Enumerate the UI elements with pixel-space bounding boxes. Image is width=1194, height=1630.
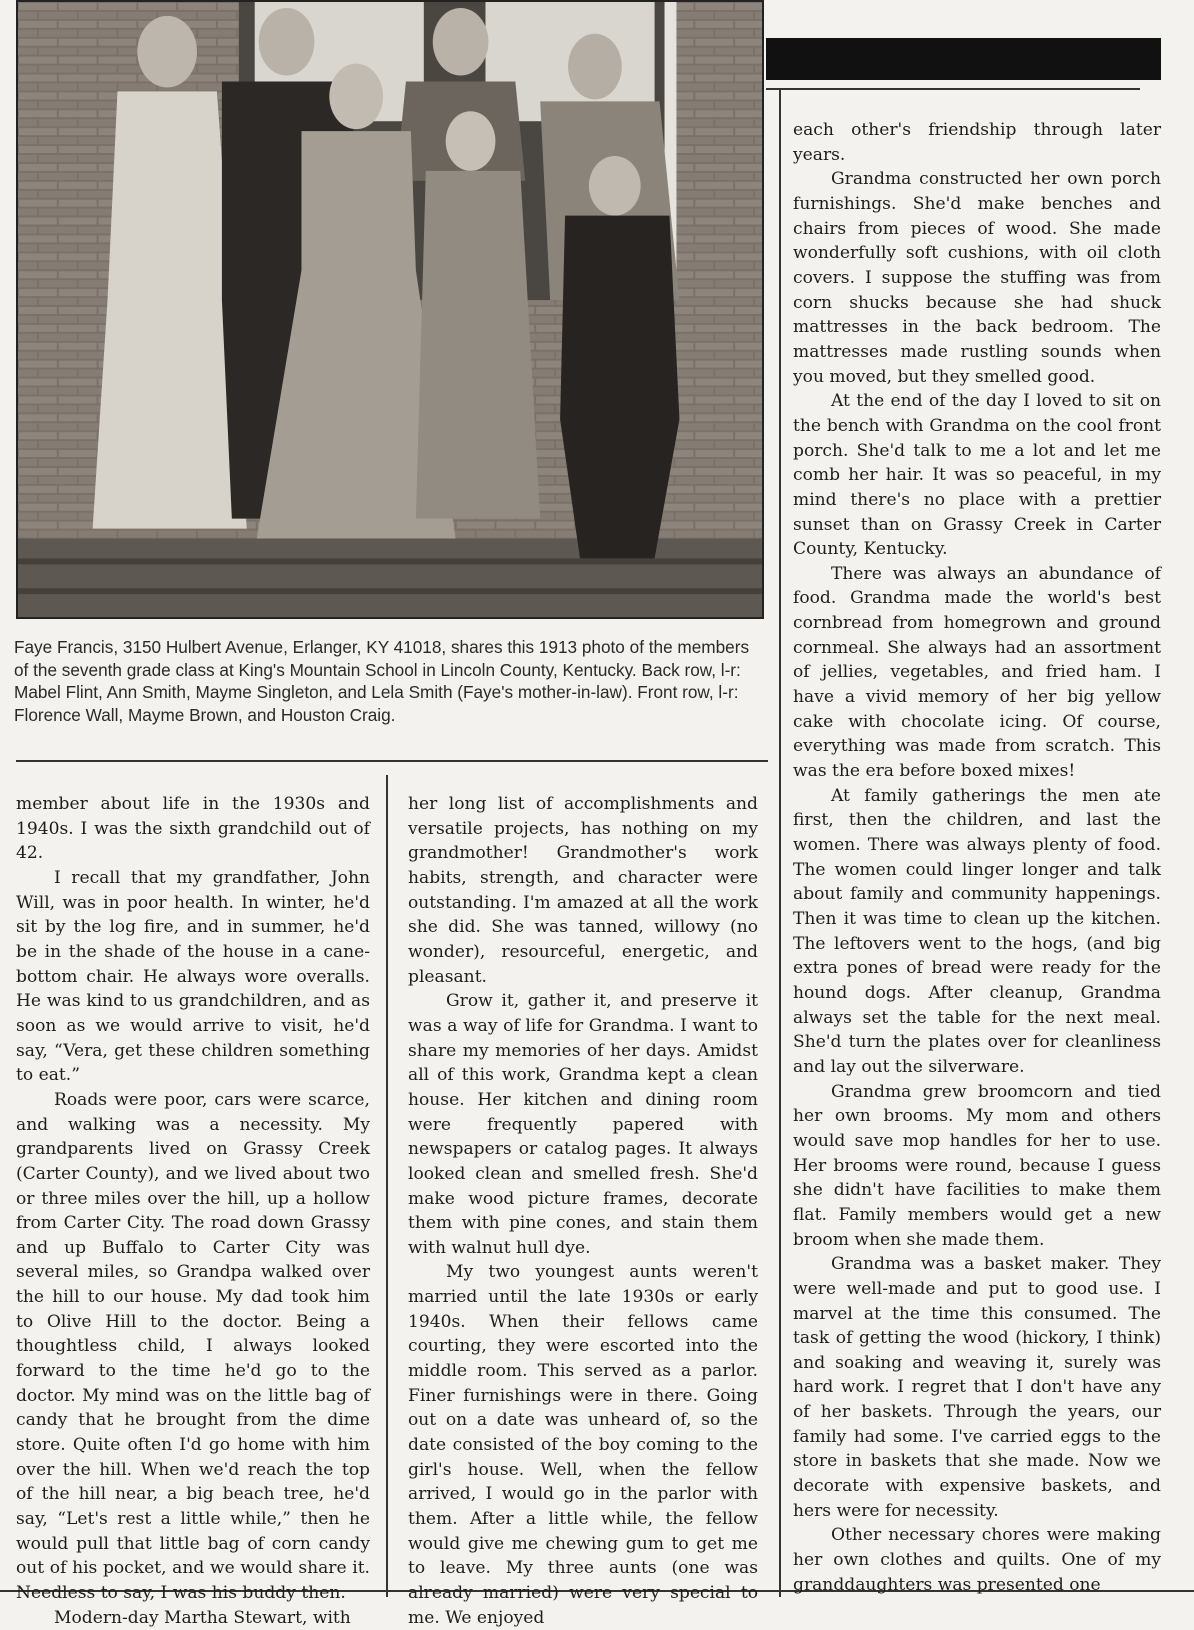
top-rule bbox=[766, 88, 1140, 90]
paragraph: Modern-day Martha Stewart, with bbox=[54, 1607, 351, 1628]
photo-caption: Faye Francis, 3150 Hulbert Avenue, Erlanger, KY 41018, shares this 1913 photo of the members of the seventh grade class at King's Mountain School in Lincoln County, Kentucky. Back row, l-r: Mabel Flint, Ann Smith, Mayme Singleton, and Lela Smith (Faye's mother-in-law). Front row, l-r: Florence Wall, Mayme Brown, and Houston Craig. bbox=[14, 637, 750, 725]
paragraph: I recall that my grandfather, John Will, was in poor health. In winter, he'd sit by the log fire, and in summer, he'd be in the shade of the house in a cane-bottom chair. He always wore overalls. He was kind to us grandchildren, and as soon as we would arrive to visit, he'd say, “Vera, get these children something to eat.” bbox=[16, 867, 370, 1086]
paragraph: Grandma grew broomcorn and tied her own brooms. My mom and others would save mop handles for her to use. Her brooms were round, because I guess she didn't have facilities to make them flat. Family members would get a new broom when she made them. bbox=[793, 1081, 1161, 1250]
class-photo-illustration bbox=[18, 2, 762, 617]
caption-rule bbox=[16, 760, 768, 762]
article-column-3 bbox=[793, 118, 1161, 1597]
class-photo bbox=[16, 0, 764, 619]
column-divider-3 bbox=[779, 88, 781, 1597]
paragraph: Grandma constructed her own porch furnishings. She'd make benches and chairs from pieces of wood. She made wonderfully soft cushions, with oil cloth covers. I suppose the stuffing was from corn shucks because she had shuck mattresses in the back bedroom. The mattresses made rustling sounds when you moved, but they smelled good. bbox=[793, 169, 1161, 387]
paragraph: There was always an abundance of food. Grandma made the world's best cornbread from homegrown and ground cornmeal. She always had an assortment of jellies, vegetables, and fried ham. I have a vivid memory of her big yellow cake with chocolate icing. Of course, everything was made from scratch. This was the era before boxed mixes! bbox=[793, 563, 1161, 782]
article-column-2 bbox=[408, 792, 758, 1630]
paragraph: Roads were poor, cars were scarce, and walking was a necessity. My grandparents lived on Grassy Creek (Carter County), and we lived about two or three miles over the hill, up a hollow from Carter City. The road down Grassy and up Buffalo to Carter City was several miles, so Grandpa walked over the hill to our house. My dad took him to Olive Hill to the doctor. Being a thoughtless child, I always looked forward to the time he'd go to the doctor. My mind was on the little bag of candy that he brought from the dime store. Quite often I'd go home with him over the hill. When we'd reach the top of the hill near, a big beach tree, he'd say, “Let's rest a little while,” then he would pull that little bag of corn candy out of his pocket, and we would share it. Needless to say, I was his buddy then. bbox=[16, 1089, 370, 1603]
paragraph: At family gatherings the men ate first, then the children, and last the women. There was always plenty of food. The women could linger longer and talk about family and community happenings. Then it was time to clean up the kitchen. The leftovers went to the hogs, (and big extra pones of bread were ready for the hound dogs. After cleanup, Grandma always set the table for the next meal. She'd turn the plates over for cleanliness and lay out the silverware. bbox=[793, 785, 1161, 1077]
paragraph: member about life in the 1930s and 1940s. I was the sixth grandchild out of 42. bbox=[16, 794, 370, 864]
paragraph: Other necessary chores were making her own clothes and quilts. One of my granddaughters was presented one bbox=[793, 1525, 1161, 1595]
paragraph: Grow it, gather it, and preserve it was a way of life for Grandma. I want to share my memories of her days. Amidst all of this work, Grandma kept a clean house. Her kitchen and dining room were frequently papered with newspapers or catalog pages. It always looked clean and smelled fresh. She'd make wood picture frames, decorate them with pine cones, and stain them with walnut hull dye. bbox=[408, 991, 758, 1258]
column-divider-1 bbox=[386, 775, 388, 1597]
header-bar bbox=[766, 38, 1161, 80]
article-column-1 bbox=[16, 792, 370, 1630]
paragraph: At the end of the day I loved to sit on the bench with Grandma on the cool front porch. She'd talk to me a lot and let me comb her hair. It was so peaceful, in my mind there's no place with a prettier sunset than on Grassy Creek in Carter County, Kentucky. bbox=[793, 391, 1161, 560]
paragraph: Grandma was a basket maker. They were well-made and put to good use. I marvel at the time this consumed. The task of getting the wood (hickory, I think) and soaking and weaving it, surely was hard work. I regret that I don't have any of her baskets. Through the years, our family had some. I've carried eggs to the store in baskets that she made. Now we decorate with expensive baskets, and hers were for necessity. bbox=[793, 1254, 1161, 1521]
paragraph: My two youngest aunts weren't married until the late 1930s or early 1940s. When their fellows came courting, they were escorted into the middle room. This served as a parlor. Finer furnishings were in there. Going out on a date was unheard of, so the date consisted of the boy coming to the girl's house. Well, when the fellow arrived, I would go in the parlor with them. After a little while, the fellow would give me chewing gum to get me to leave. My three aunts (one was already married) were very special to me. We enjoyed bbox=[408, 1262, 758, 1628]
paragraph: her long list of accomplishments and versatile projects, has nothing on my grandmother! Grandmother's work habits, strength, and character were outstanding. I'm amazed at all the work she did. She was tanned, willowy (no wonder), resourceful, energetic, and pleasant. bbox=[408, 794, 758, 987]
paragraph: each other's friendship through later years. bbox=[793, 120, 1161, 165]
